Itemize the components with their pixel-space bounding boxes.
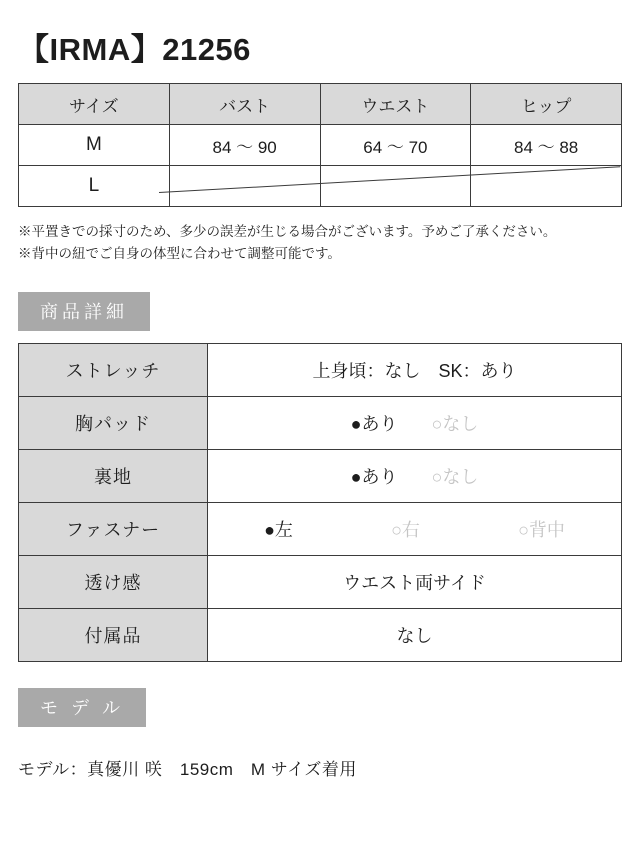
page-title: 【IRMA】21256 [18,32,251,67]
detail-value-lining [208,449,622,502]
size-table-header-hip: ヒップ [471,84,622,125]
waist-cell-m: 64 〜 70 [320,125,471,166]
zipper-options [209,516,620,542]
detail-value-bust-pad [208,396,622,449]
option-zipper-back: ○背中 [518,519,565,540]
bust-cell-m: 84 〜 90 [169,125,320,166]
detail-label-stretch: ストレッチ [19,343,208,396]
model-info-line: モデル：真優川 咲 159cm M サイズ着用 [18,759,357,779]
option-bust-pad-yes: ●あり [350,413,398,434]
size-table-wrapper [18,83,622,207]
option-zipper-left: ●左 [264,519,293,540]
detail-label-sheerness: 透け感 [19,555,208,608]
detail-value-sheerness: ウエスト両サイド [208,555,622,608]
detail-label-accessories: 付属品 [19,608,208,661]
size-table-header-size: サイズ [19,84,170,125]
table-row [19,555,622,608]
detail-value-stretch: 上身頃：なし SK：あり [208,343,622,396]
size-table-header-row [19,84,622,125]
detail-label-lining: 裏地 [19,449,208,502]
detail-value-accessories: なし [208,608,622,661]
detail-label-bust-pad: 胸パッド [19,396,208,449]
product-detail-table [18,343,622,662]
table-row [19,343,622,396]
note-line-2: ※背中の紐でご自身の体型に合わせて調整可能です。 [18,246,341,262]
hip-cell-l [471,166,622,207]
section-heading-model: モ デ ル [18,688,146,727]
size-table-header-waist: ウエスト [320,84,471,125]
waist-cell-l [320,166,471,207]
table-row [19,396,622,449]
option-bust-pad-no: ○なし [431,413,479,434]
section-heading-product-detail: 商品詳細 [18,292,150,331]
table-row [19,608,622,661]
table-row [19,449,622,502]
measurement-notes [18,221,622,266]
size-table [18,83,622,207]
hip-cell-m: 84 〜 88 [471,125,622,166]
option-zipper-right: ○右 [391,519,420,540]
size-table-header-bust: バスト [169,84,320,125]
detail-value-zipper [208,502,622,555]
table-row [19,502,622,555]
bust-cell-l [169,166,320,207]
note-line-1: ※平置きでの採寸のため、多少の誤差が生じる場合がございます。予めご了承ください。 [18,224,557,239]
detail-label-zipper: ファスナー [19,502,208,555]
option-lining-no: ○なし [431,466,479,487]
option-lining-yes: ●あり [350,466,398,487]
size-cell-l: L [19,166,170,207]
size-cell-m: M [19,125,170,166]
table-row [19,125,622,166]
